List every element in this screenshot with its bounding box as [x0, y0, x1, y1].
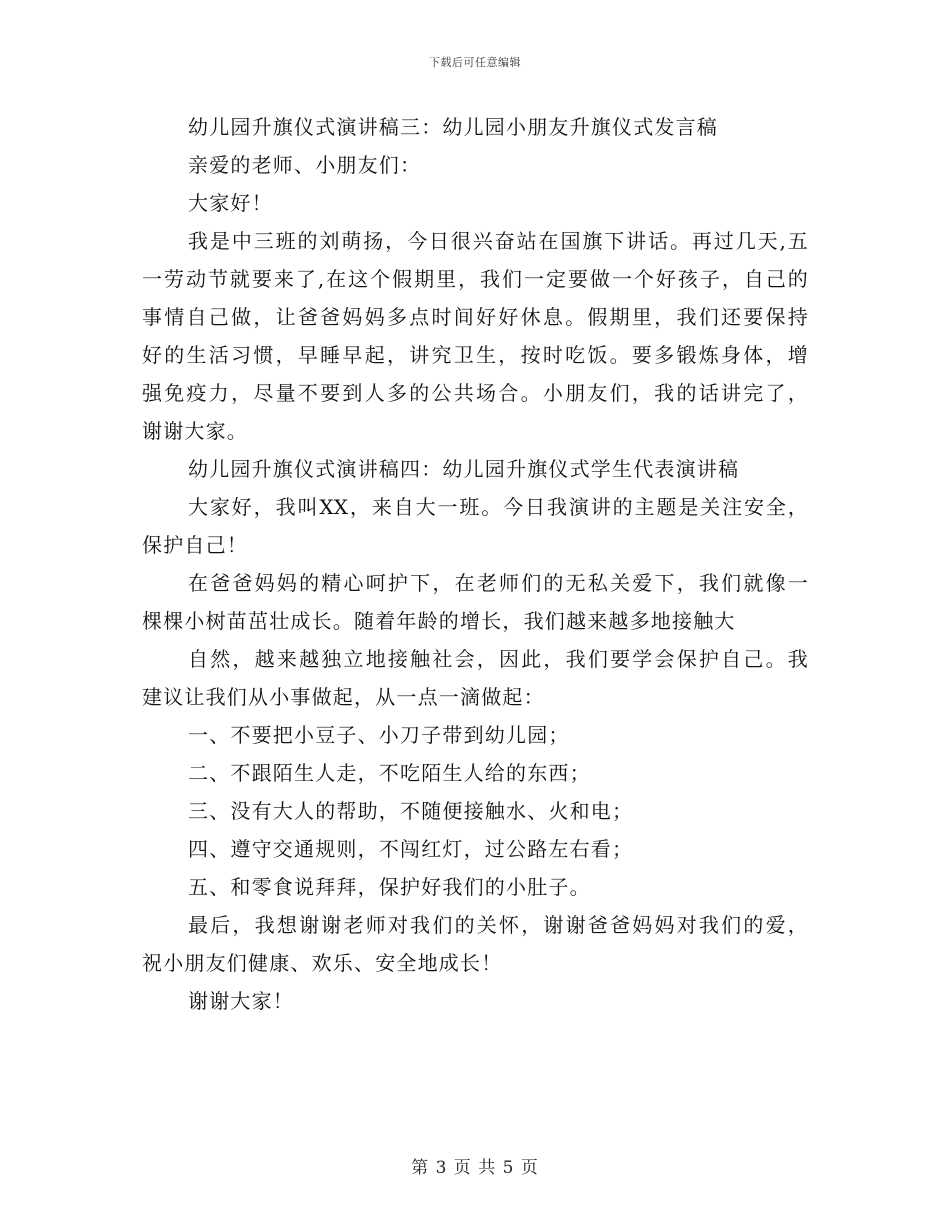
paragraph-line: 谢谢大家。 — [142, 419, 248, 443]
paragraph-line: 大家好，我叫XX，来自大一班。今日我演讲的主题是关注安全， — [188, 495, 808, 519]
paragraph-line: 事情自己做，让爸爸妈妈多点时间好好休息。假期里，我们还要保持 — [142, 305, 808, 329]
page-number: 第 3 页 共 5 页 — [411, 1158, 539, 1178]
paragraph-line: 祝小朋友们健康、欢乐、安全地成长！ — [142, 951, 503, 975]
paragraph-line: 棵棵小树苗茁壮成长。随着年龄的增长，我们越来越多地接触大 — [142, 609, 736, 633]
paragraph-line: 好的生活习惯，早睡早起，讲究卫生，按时吃饭。要多锻炼身体，增 — [142, 343, 808, 367]
paragraph-line: 建议让我们从小事做起，从一点一滴做起： — [142, 685, 545, 709]
paragraph-line: 自然，越来越独立地接触社会，因此，我们要学会保护自己。我 — [188, 647, 808, 671]
list-item: 三、没有大人的帮助，不随便接触水、火和电； — [188, 799, 634, 823]
header-note: 下载后可任意编辑 — [429, 56, 521, 69]
list-item: 五、和零食说拜拜，保护好我们的小肚子。 — [188, 875, 591, 899]
salutation: 亲爱的老师、小朋友们： — [188, 153, 422, 177]
section-title-3: 幼儿园升旗仪式演讲稿三：幼儿园小朋友升旗仪式发言稿 — [188, 115, 718, 139]
paragraph-line: 最后，我想谢谢老师对我们的关怀，谢谢爸爸妈妈对我们的爱， — [188, 913, 808, 937]
paragraph-line: 强免疫力，尽量不要到人多的公共场合。小朋友们，我的话讲完了， — [142, 381, 808, 405]
paragraph-line: 在爸爸妈妈的精心呵护下，在老师们的无私关爱下，我们就像一 — [188, 571, 808, 595]
closing-line: 谢谢大家！ — [188, 989, 294, 1013]
paragraph-line: 我是中三班的刘萌扬，今日很兴奋站在国旗下讲话。再过几天,五 — [188, 229, 808, 253]
list-item: 四、遵守交通规则，不闯红灯，过公路左右看； — [188, 837, 634, 861]
paragraph-line: 保护自己！ — [142, 533, 248, 557]
paragraph-line: 一劳动节就要来了,在这个假期里，我们一定要做一个好孩子，自己的 — [142, 267, 808, 291]
document-body — [142, 108, 808, 1020]
list-item: 二、不跟陌生人走，不吃陌生人给的东西； — [188, 761, 591, 785]
section-title-4: 幼儿园升旗仪式演讲稿四：幼儿园升旗仪式学生代表演讲稿 — [188, 457, 740, 481]
greeting: 大家好！ — [188, 191, 273, 215]
list-item: 一、不要把小豆子、小刀子带到幼儿园； — [188, 723, 570, 747]
